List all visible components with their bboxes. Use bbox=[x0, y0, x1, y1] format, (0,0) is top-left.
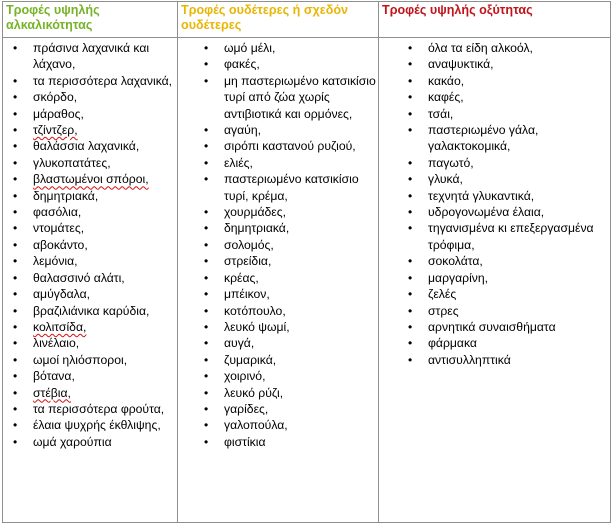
list-item: • καφές, bbox=[428, 89, 608, 105]
list-item: • τα περισσότερα λαχανικά, bbox=[33, 73, 175, 89]
list-item: • ωμοί ηλιόσποροι, bbox=[33, 352, 175, 368]
list-item: • αβοκάντο, bbox=[33, 237, 175, 253]
list-item: • στρες bbox=[428, 303, 608, 319]
list-item: • βλαστωμένοι σπόροι, bbox=[33, 171, 175, 187]
list-item: • δημητριακά, bbox=[224, 220, 376, 236]
list-item: • θαλάσσια λαχανικά, bbox=[33, 138, 175, 154]
list-item: • στρείδια, bbox=[224, 253, 376, 269]
neutral-food-list bbox=[178, 38, 378, 450]
list-item: • γλυκά, bbox=[428, 171, 608, 187]
list-item: • θαλασσινό αλάτι, bbox=[33, 270, 175, 286]
list-item: • τσάι, bbox=[428, 106, 608, 122]
list-item: • τζίντζερ, bbox=[33, 122, 175, 138]
list-item: • τηγανισμένα κι επεξεργασμένα τρόφιμα, bbox=[428, 220, 608, 253]
list-item: • παστεριωμένο γάλα, γαλακτοκομικά, bbox=[428, 122, 608, 155]
list-item: • λινέλαιο, bbox=[33, 335, 175, 351]
list-item: • μη παστεριωμένο κατσικίσιο τυρί από ζώα χωρίς αντιβιοτικά και ορμόνες, bbox=[224, 73, 376, 122]
list-item: • κρέας, bbox=[224, 270, 376, 286]
acidic-food-list bbox=[379, 38, 610, 368]
list-item: • δημητριακά, bbox=[33, 188, 175, 204]
list-item: • ζελές bbox=[428, 286, 608, 302]
header-alkaline: Τροφές υψηλής αλκαλικότητας bbox=[3, 2, 178, 38]
list-item: • σιρόπι καστανού ρυζιού, bbox=[224, 138, 376, 154]
list-item: • φασόλια, bbox=[33, 204, 175, 220]
list-item: • τα περισσότερα φρούτα, bbox=[33, 401, 175, 417]
list-item: • γαλοπούλα, bbox=[224, 417, 376, 433]
list-item: • ωμό μέλι, bbox=[224, 40, 376, 56]
list-item: • σολομός, bbox=[224, 237, 376, 253]
list-item: • ζυμαρικά, bbox=[224, 352, 376, 368]
list-item: • φάρμακα bbox=[428, 335, 608, 351]
list-item: • στέβια, bbox=[33, 385, 175, 401]
food-ph-table bbox=[2, 1, 611, 523]
table-header-row bbox=[3, 2, 611, 38]
list-item: • αυγά, bbox=[224, 335, 376, 351]
list-item: • αναψυκτικά, bbox=[428, 56, 608, 72]
list-item: • τεχνητά γλυκαντικά, bbox=[428, 188, 608, 204]
list-item: • κακάο, bbox=[428, 73, 608, 89]
header-neutral: Τροφές ουδέτερες ή σχεδόν ουδέτερες bbox=[178, 2, 379, 38]
list-item: • χοιρινό, bbox=[224, 368, 376, 384]
list-item: • παστεριωμένο κατσικίσιο τυρί, κρέμα, bbox=[224, 171, 376, 204]
list-item: • λευκό ρύζι, bbox=[224, 385, 376, 401]
list-item: • βραζιλιάνικα καρύδια, bbox=[33, 303, 175, 319]
header-acidic: Τροφές υψηλής οξύτητας bbox=[379, 2, 611, 38]
list-item: • μάραθος, bbox=[33, 106, 175, 122]
list-item: • λεμόνια, bbox=[33, 253, 175, 269]
list-item: • σοκολάτα, bbox=[428, 253, 608, 269]
list-item: • αντισυλληπτικά bbox=[428, 352, 608, 368]
list-item: • γαρίδες, bbox=[224, 401, 376, 417]
list-item: • γλυκοπατάτες, bbox=[33, 155, 175, 171]
list-item: • ωμά χαρούπια bbox=[33, 434, 175, 450]
list-item: • μαργαρίνη, bbox=[428, 270, 608, 286]
list-item: • φιστίκια bbox=[224, 434, 376, 450]
list-item: • πράσινα λαχανικά και λάχανο, bbox=[33, 40, 175, 73]
table-body-row bbox=[3, 38, 611, 523]
list-item: • μπέικον, bbox=[224, 286, 376, 302]
neutral-cell bbox=[178, 38, 379, 523]
list-item: • βότανα, bbox=[33, 368, 175, 384]
acidic-cell bbox=[379, 38, 611, 523]
list-item: • αρνητικά συναισθήματα bbox=[428, 319, 608, 335]
list-item: • φακές, bbox=[224, 56, 376, 72]
list-item: • κολιτσίδα, bbox=[33, 319, 175, 335]
list-item: • υδρογονωμένα έλαια, bbox=[428, 204, 608, 220]
list-item: • ντομάτες, bbox=[33, 220, 175, 236]
list-item: • έλαια ψυχρής έκθλιψης, bbox=[33, 417, 175, 433]
list-item: • ελιές, bbox=[224, 155, 376, 171]
list-item: • παγωτό, bbox=[428, 155, 608, 171]
list-item: • χουρμάδες, bbox=[224, 204, 376, 220]
list-item: • αγαύη, bbox=[224, 122, 376, 138]
list-item: • σκόρδο, bbox=[33, 89, 175, 105]
list-item: • αμύγδαλα, bbox=[33, 286, 175, 302]
alkaline-food-list bbox=[3, 38, 177, 450]
list-item: • κοτόπουλο, bbox=[224, 303, 376, 319]
alkaline-cell bbox=[3, 38, 178, 523]
list-item: • λευκό ψωμί, bbox=[224, 319, 376, 335]
list-item: • όλα τα είδη αλκοόλ, bbox=[428, 40, 608, 56]
